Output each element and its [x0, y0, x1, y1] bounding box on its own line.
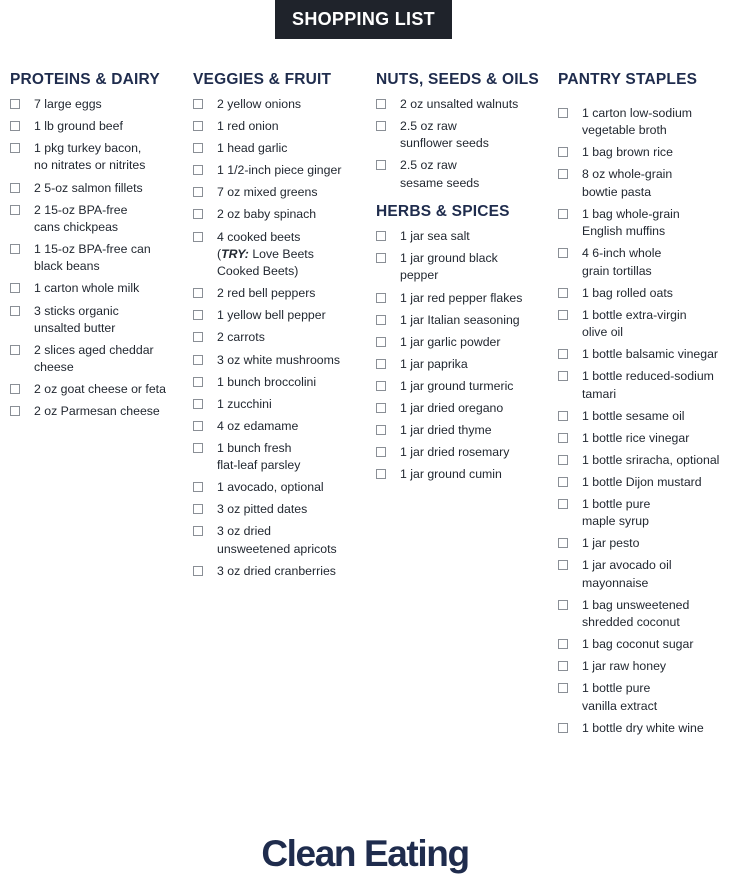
item-label: 1 jar ground black pepper — [400, 251, 498, 283]
checkbox[interactable] — [376, 425, 386, 435]
list-item[interactable] — [193, 563, 368, 580]
checkbox[interactable] — [558, 538, 568, 548]
item-label: 1 jar pesto — [582, 536, 640, 551]
section-pantry-staples — [558, 70, 728, 742]
item-label: 4 cooked beets (TRY: Love Beets Cooked Beets) — [217, 229, 314, 279]
list-item[interactable] — [193, 307, 368, 324]
list-item[interactable] — [10, 303, 180, 338]
item-label: 1 bottle sriracha, optional — [582, 452, 720, 467]
list-item[interactable] — [10, 202, 180, 237]
checkbox[interactable] — [376, 469, 386, 479]
item-label: 2 15-oz BPA-free cans chickpeas — [34, 202, 128, 234]
list-item[interactable] — [558, 245, 728, 280]
list-item[interactable] — [193, 440, 368, 475]
item-label: 3 oz pitted dates — [217, 502, 308, 517]
checkbox[interactable] — [193, 165, 203, 175]
item-label: 2 oz unsalted walnuts — [400, 97, 519, 111]
list-item[interactable] — [558, 408, 728, 425]
list-item[interactable] — [376, 400, 552, 417]
checkbox[interactable] — [558, 147, 568, 157]
item-label: 1 jar sea salt — [400, 229, 470, 244]
section-veggies-fruit — [193, 70, 368, 585]
checkbox[interactable] — [193, 332, 203, 342]
item-label: 3 oz dried cranberries — [217, 563, 336, 578]
checkbox[interactable] — [193, 566, 203, 576]
item-label: 1 bottle reduced-sodium tamari — [582, 369, 714, 401]
checkbox[interactable] — [558, 600, 568, 610]
item-label: 1 bottle sesame oil — [582, 408, 685, 423]
item-label: 1 carton whole milk — [34, 281, 140, 296]
list-item[interactable] — [10, 140, 180, 175]
item-label: 1 bottle dry white wine — [582, 720, 704, 735]
item-label: 1 15-oz BPA-free can black beans — [34, 242, 151, 274]
item-label: 3 oz white mushrooms — [217, 352, 341, 367]
checkbox[interactable] — [558, 639, 568, 649]
checkbox[interactable] — [193, 288, 203, 298]
item-label: 1 bottle pure vanilla extract — [582, 681, 658, 713]
list-item[interactable] — [10, 118, 180, 135]
checkbox[interactable] — [193, 121, 203, 131]
checkbox[interactable] — [558, 433, 568, 443]
checkbox[interactable] — [10, 244, 20, 254]
item-label: 1 avocado, optional — [217, 480, 324, 495]
checkbox[interactable] — [558, 723, 568, 733]
item-label: 1 pkg turkey bacon, no nitrates or nitrites — [34, 141, 146, 173]
item-label: 4 oz edamame — [217, 418, 299, 433]
checkbox[interactable] — [376, 121, 386, 131]
checkbox[interactable] — [376, 99, 386, 109]
item-label: 1 jar red pepper flakes — [400, 290, 523, 305]
checkbox[interactable] — [376, 315, 386, 325]
list-item[interactable] — [193, 329, 368, 346]
checkbox[interactable] — [558, 248, 568, 258]
list-item[interactable] — [558, 658, 728, 675]
checkbox[interactable] — [193, 421, 203, 431]
list-item[interactable] — [558, 285, 728, 302]
list-item[interactable] — [376, 312, 552, 329]
list-item[interactable] — [376, 250, 552, 285]
list-item[interactable] — [193, 352, 368, 369]
item-label: 1 jar dried thyme — [400, 423, 492, 438]
item-label: 3 sticks organic unsalted butter — [34, 303, 119, 335]
checkbox[interactable] — [10, 283, 20, 293]
item-label: 1 bag rolled oats — [582, 285, 673, 300]
item-label: 1 bag whole-grain English muffins — [582, 206, 680, 239]
item-label: 2.5 oz raw sunflower seeds — [400, 119, 489, 151]
list-item[interactable] — [193, 396, 368, 413]
checkbox[interactable] — [376, 160, 386, 170]
list-item[interactable] — [376, 466, 552, 483]
checkbox[interactable] — [376, 253, 386, 263]
checkbox[interactable] — [10, 306, 20, 316]
item-label: 1 jar ground cumin — [400, 467, 502, 482]
item-label: 1 carton low-sodium vegetable broth — [582, 106, 693, 138]
checkbox[interactable] — [10, 143, 20, 153]
checkbox[interactable] — [376, 447, 386, 457]
checkbox[interactable] — [558, 477, 568, 487]
item-list — [193, 96, 368, 580]
checkbox[interactable] — [193, 443, 203, 453]
list-item[interactable] — [376, 96, 552, 113]
list-item[interactable] — [558, 636, 728, 653]
item-label: 1 jar garlic powder — [400, 334, 501, 349]
list-item[interactable] — [376, 378, 552, 395]
list-item[interactable] — [193, 206, 368, 223]
checkbox[interactable] — [10, 205, 20, 215]
checkbox[interactable] — [558, 411, 568, 421]
checkbox[interactable] — [193, 504, 203, 514]
list-item[interactable] — [558, 557, 728, 592]
checkbox[interactable] — [558, 169, 568, 179]
section-heading: PANTRY STAPLES — [558, 71, 698, 88]
list-item[interactable] — [558, 430, 728, 447]
list-item[interactable] — [558, 452, 728, 469]
brand-logo: Clean Eating — [261, 833, 469, 874]
list-item[interactable] — [558, 368, 728, 403]
item-label: 2 oz goat cheese or feta — [34, 382, 166, 397]
list-item[interactable] — [193, 285, 368, 302]
item-list — [376, 96, 552, 192]
item-label: 1 jar avocado oil mayonnaise — [582, 558, 672, 590]
list-item[interactable] — [558, 535, 728, 552]
item-label: 1 bottle extra-virgin olive oil — [582, 307, 687, 340]
item-label: 1 jar dried oregano — [400, 401, 504, 416]
list-item[interactable] — [376, 290, 552, 307]
checkbox[interactable] — [193, 232, 203, 242]
list-item[interactable] — [376, 228, 552, 245]
item-label: 7 large eggs — [34, 97, 102, 111]
item-label: 2 carrots — [217, 330, 265, 345]
section-heading: VEGGIES & FRUIT — [193, 71, 332, 88]
item-list — [558, 105, 728, 737]
list-item[interactable] — [10, 381, 180, 398]
list-item[interactable] — [558, 680, 728, 715]
checkbox[interactable] — [10, 99, 20, 109]
item-label: 1 jar paprika — [400, 356, 468, 371]
checkbox[interactable] — [558, 349, 568, 359]
item-label: 1 head garlic — [217, 141, 288, 156]
checkbox[interactable] — [558, 371, 568, 381]
list-item[interactable] — [193, 229, 368, 281]
item-label: 1 yellow bell pepper — [217, 308, 326, 323]
item-label: 2 slices aged cheddar cheese — [34, 342, 154, 375]
checkbox[interactable] — [558, 661, 568, 671]
item-label: 1 jar raw honey — [582, 659, 667, 674]
list-item[interactable] — [193, 140, 368, 157]
item-label: 1 red onion — [217, 119, 279, 134]
checkbox[interactable] — [558, 288, 568, 298]
list-item[interactable] — [558, 346, 728, 363]
section-proteins-dairy — [10, 70, 180, 426]
item-label: 1 bunch fresh flat-leaf parsley — [217, 440, 301, 473]
checkbox[interactable] — [193, 99, 203, 109]
checkbox[interactable] — [558, 499, 568, 509]
section-heading: PROTEINS & DAIRY — [10, 71, 160, 88]
list-item[interactable] — [193, 501, 368, 518]
item-label: 1 zucchini — [217, 396, 272, 411]
checkbox[interactable] — [376, 359, 386, 369]
item-label: 1 bag unsweetened shredded coconut — [582, 597, 690, 630]
checkbox[interactable] — [193, 482, 203, 492]
item-label: 4 6-inch whole grain tortillas — [582, 246, 662, 278]
item-label: 1 bunch broccolini — [217, 374, 317, 389]
checkbox[interactable] — [10, 384, 20, 394]
item-label: 8 oz whole-grain bowtie pasta — [582, 167, 673, 199]
list-item[interactable] — [558, 597, 728, 632]
checkbox[interactable] — [558, 455, 568, 465]
checkbox[interactable] — [558, 683, 568, 693]
list-item[interactable] — [10, 180, 180, 197]
list-item[interactable] — [193, 96, 368, 113]
item-label: 2 yellow onions — [217, 97, 302, 111]
item-label: 2 red bell peppers — [217, 286, 316, 301]
checkbox[interactable] — [376, 381, 386, 391]
item-label: 1 bag coconut sugar — [582, 637, 694, 652]
item-list — [10, 96, 180, 421]
checkbox[interactable] — [193, 143, 203, 153]
list-item[interactable] — [376, 157, 552, 192]
list-item[interactable] — [10, 241, 180, 276]
section-heading: NUTS, SEEDS & OILS — [376, 71, 539, 88]
checkbox[interactable] — [376, 293, 386, 303]
list-item[interactable] — [10, 403, 180, 420]
list-item[interactable] — [558, 105, 728, 140]
checkbox[interactable] — [193, 187, 203, 197]
checkbox[interactable] — [193, 209, 203, 219]
page-title: SHOPPING LIST — [275, 0, 452, 39]
list-item[interactable] — [558, 206, 728, 241]
list-item[interactable] — [558, 720, 728, 737]
checkbox[interactable] — [10, 121, 20, 131]
checkbox[interactable] — [558, 108, 568, 118]
section-nuts-seeds-oils — [376, 70, 552, 488]
checkbox[interactable] — [376, 403, 386, 413]
list-item[interactable] — [558, 307, 728, 342]
list-item[interactable] — [558, 144, 728, 161]
item-label: 2.5 oz raw sesame seeds — [400, 158, 480, 190]
list-item[interactable] — [193, 374, 368, 391]
list-item[interactable] — [376, 444, 552, 461]
checkbox[interactable] — [376, 231, 386, 241]
item-label: 1 bag brown rice — [582, 145, 673, 160]
list-item[interactable] — [558, 166, 728, 201]
item-list — [376, 228, 552, 484]
list-item[interactable] — [193, 184, 368, 201]
try-label: TRY: — [221, 246, 249, 261]
list-item[interactable] — [193, 118, 368, 135]
list-item[interactable] — [10, 280, 180, 297]
item-label: 3 oz dried unsweetened apricots — [217, 524, 337, 556]
item-label: 1 bottle rice vinegar — [582, 430, 690, 445]
checkbox[interactable] — [193, 526, 203, 536]
item-label: 1 jar dried rosemary — [400, 445, 510, 460]
item-label: 1 lb ground beef — [34, 119, 123, 134]
checkbox[interactable] — [10, 345, 20, 355]
item-label: 1 bottle pure maple syrup — [582, 497, 651, 529]
list-item[interactable] — [193, 479, 368, 496]
list-item[interactable] — [10, 96, 180, 113]
checkbox[interactable] — [376, 337, 386, 347]
item-label: 2 oz baby spinach — [217, 207, 317, 222]
checkbox[interactable] — [558, 209, 568, 219]
item-label: 1 jar Italian seasoning — [400, 312, 520, 327]
list-item[interactable] — [558, 496, 728, 531]
checkbox[interactable] — [558, 310, 568, 320]
checkbox[interactable] — [193, 377, 203, 387]
list-item[interactable] — [193, 523, 368, 558]
list-item[interactable] — [558, 474, 728, 491]
checkbox[interactable] — [10, 183, 20, 193]
item-label: 2 5-oz salmon fillets — [34, 180, 143, 195]
item-label: 7 oz mixed greens — [217, 185, 318, 200]
list-item[interactable] — [376, 422, 552, 439]
item-label: 1 jar ground turmeric — [400, 378, 514, 393]
checkbox[interactable] — [193, 355, 203, 365]
item-label: 2 oz Parmesan cheese — [34, 404, 160, 419]
list-item[interactable] — [193, 162, 368, 179]
checkbox[interactable] — [193, 310, 203, 320]
item-label: 1 bottle balsamic vinegar — [582, 347, 719, 362]
item-label: 1 bottle Dijon mustard — [582, 474, 702, 489]
section-heading-herbs: HERBS & SPICES — [376, 203, 510, 221]
checkbox[interactable] — [558, 560, 568, 570]
list-item[interactable] — [193, 418, 368, 435]
list-item[interactable] — [376, 334, 552, 351]
list-item[interactable] — [376, 356, 552, 373]
checkbox[interactable] — [193, 399, 203, 409]
item-label: 1 1/2-inch piece ginger — [217, 163, 342, 178]
checkbox[interactable] — [10, 406, 20, 416]
list-item[interactable] — [376, 118, 552, 153]
list-item[interactable] — [10, 342, 180, 377]
